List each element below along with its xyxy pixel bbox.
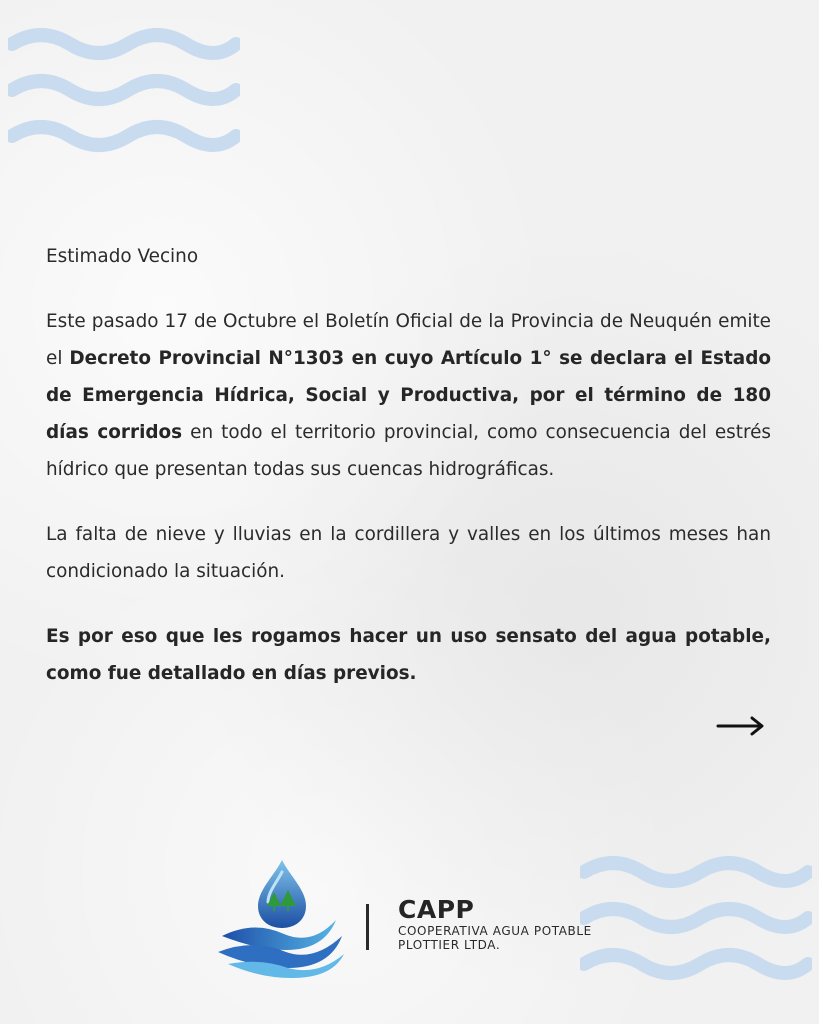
- paragraph-decree-rest: en todo el territorio provincial, como consecuencia del estrés hídrico que presentan todas sus cuencas hidrográficas.: [46, 422, 771, 480]
- water-drop-trees-waves-icon: [214, 858, 348, 980]
- brand-subtitle-line1: COOPERATIVA AGUA POTABLE: [398, 924, 592, 938]
- arrow-right-icon[interactable]: [716, 713, 766, 739]
- brand-divider: [366, 904, 369, 950]
- paragraph-decree-intro: Este pasado 17 de Octubre el Boletín Oficial de la Provincia de Neuquén emite el: [46, 311, 771, 369]
- brand-name: CAPP: [398, 895, 475, 924]
- wave-decoration-top: [8, 28, 240, 168]
- greeting: Estimado Vecino: [46, 246, 199, 267]
- paragraph-request: [46, 618, 771, 692]
- letter-body: [46, 238, 771, 692]
- wave-decoration-bottom: [580, 856, 812, 996]
- brand-subtitle-line2: PLOTTIER LTDA.: [398, 938, 501, 952]
- paragraph-decree: [46, 303, 771, 488]
- paragraph-request-bold: Es por eso que les rogamos hacer un uso sensato del agua potable, como fue detallado en días previos.: [46, 626, 771, 684]
- paragraph-decree-bold: Decreto Provincial N°1303 en cuyo Artículo 1° se declara el Estado de Emergencia Hídrica, Social y Productiva, por el término de 180 días corridos: [46, 348, 771, 443]
- paragraph-situation: La falta de nieve y lluvias en la cordillera y valles en los últimos meses han condicionado la situación.: [46, 524, 771, 582]
- brand-block: [398, 896, 592, 952]
